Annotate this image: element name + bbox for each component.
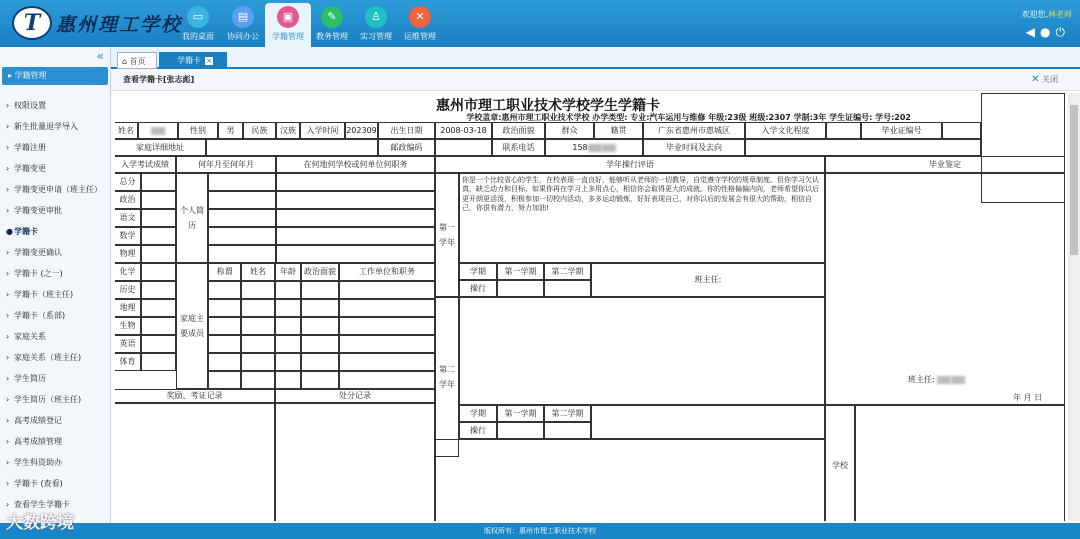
subject-score (141, 173, 176, 191)
bullet-icon: › (6, 143, 10, 152)
resume-text: 个人简历 (180, 206, 204, 230)
redacted-value (588, 144, 602, 152)
term1-conduct (497, 422, 544, 439)
office-icon: ▤ (232, 6, 254, 28)
year2-text: 第二学年 (439, 365, 455, 389)
footer: 版权所有：惠州市理工职业技术学校 (0, 523, 1080, 539)
destination-value (745, 139, 981, 156)
close-icon: ✕ (1031, 74, 1040, 85)
close-button[interactable] (1031, 74, 1058, 85)
sidebar-item-label: 学生简历 (14, 374, 46, 383)
sidebar-item[interactable] (0, 452, 110, 473)
sidebar (0, 47, 111, 523)
subject-label: 英语 (115, 335, 141, 353)
school-text: 学校 (832, 460, 848, 470)
family-col-header: 称谓 (208, 263, 241, 281)
school-name: 惠州理工学校 (56, 14, 183, 36)
term1-conduct (497, 280, 544, 297)
sidebar-item-label: 学籍变更 (14, 164, 46, 173)
family-cell (241, 299, 275, 317)
speaker-icon[interactable]: ◀ (1025, 25, 1041, 39)
phone-label: 联系电话 (492, 139, 545, 156)
sidebar-item-label: 权限设置 (14, 101, 46, 110)
family-cell (339, 317, 435, 335)
tab-label: 学籍卡 (177, 56, 201, 65)
school-logo (12, 6, 183, 40)
student-record-icon: ▣ (277, 6, 299, 28)
tab-home[interactable] (117, 52, 157, 69)
subject-label: 语文 (115, 209, 141, 227)
top-header (0, 0, 1080, 47)
nav-label: 教务管理 (316, 32, 348, 41)
sidebar-item[interactable] (0, 284, 110, 305)
resume-period (208, 173, 276, 191)
sidebar-item-label: 学籍变更申请（班主任） (14, 185, 102, 194)
tab-bar (111, 47, 1080, 69)
teacher1-sign (591, 263, 825, 297)
punishment-header: 处分记录 (275, 389, 435, 403)
family-cell (301, 299, 339, 317)
welcome-text: 欢迎您, (1021, 10, 1048, 19)
teacher-label: 班主任: (908, 375, 935, 384)
family-cell (301, 317, 339, 335)
subject-score (141, 317, 176, 335)
subject-label: 政治 (115, 191, 141, 209)
term2-conduct (544, 280, 591, 297)
page-title: 查看学籍卡[张志彪] (123, 75, 195, 84)
bullet-icon: › (6, 185, 10, 194)
birth-value: 2008-03-18 (435, 122, 492, 139)
subject-label: 地理 (115, 299, 141, 317)
sidebar-item-label: 学籍注册 (14, 143, 46, 152)
bullet-icon: › (6, 458, 10, 467)
sidebar-item[interactable] (0, 95, 110, 116)
subject-label: 物理 (115, 245, 141, 263)
teacher-label: 班主任: (694, 275, 722, 285)
sidebar-item-label: 学籍变更确认 (14, 248, 62, 257)
sidebar-item-label: 高考成绩管理 (14, 437, 62, 446)
sidebar-item-label: 高考成绩登记 (14, 416, 62, 425)
school-label (825, 405, 855, 521)
sidebar-item-label: 学籍卡（系部) (14, 311, 66, 320)
family-cell (208, 317, 241, 335)
sidebar-item-label: 学籍卡（班主任) (14, 290, 74, 299)
award-header: 奖励、考证记录 (115, 389, 275, 403)
term1-label: 第一学期 (497, 263, 544, 280)
family-text: 家庭主要成员 (180, 314, 204, 338)
collapse-sidebar-button[interactable]: « (96, 49, 104, 63)
sidebar-item[interactable] (0, 347, 110, 368)
conduct-label: 操行 (459, 422, 497, 439)
family-cell (241, 371, 275, 389)
family-cell (339, 353, 435, 371)
sidebar-group-label: 学籍管理 (14, 71, 47, 80)
term1-label: 第一学期 (497, 405, 544, 422)
year2-label (435, 297, 459, 457)
sidebar-menu (0, 95, 110, 515)
resume-period (208, 191, 276, 209)
family-col-header: 政治面貌 (301, 263, 339, 281)
bullet-icon: › (6, 164, 10, 173)
sidebar-item[interactable] (0, 137, 110, 158)
resume-place (276, 209, 435, 227)
native-value: 广东省惠州市惠城区 (643, 122, 745, 139)
home-icon: ⌂ (122, 57, 128, 66)
family-cell (301, 281, 339, 299)
sidebar-item[interactable] (0, 410, 110, 431)
bullet-icon: › (6, 248, 10, 257)
family-cell (275, 299, 301, 317)
subject-score (141, 209, 176, 227)
year1-text: 第一学年 (439, 223, 455, 247)
subject-label: 数学 (115, 227, 141, 245)
watermark: 大数跨境 (6, 513, 74, 533)
sidebar-item-label: 学籍变更审批 (14, 206, 62, 215)
year2-comment (459, 297, 825, 405)
ethnic-value: 汉族 (276, 122, 300, 139)
graduation-header: 毕业鉴定 (825, 156, 1065, 173)
sidebar-item[interactable] (0, 242, 110, 263)
logo-mark: T (12, 6, 52, 40)
resume-place (276, 191, 435, 209)
page-toolbar (111, 69, 1080, 91)
family-cell (241, 281, 275, 299)
bullet-icon: › (6, 269, 10, 278)
term-label: 学期 (459, 405, 497, 422)
nav-my-desktop[interactable] (175, 3, 221, 47)
sidebar-item-label: 学籍卡 (14, 227, 38, 236)
sidebar-item-label: 学生简历（班主任) (14, 395, 82, 404)
gender-value: 男 (218, 122, 243, 139)
nav-label: 我的桌面 (182, 32, 214, 41)
sidebar-item[interactable] (0, 263, 110, 284)
family-cell (275, 281, 301, 299)
enroll-label: 入学时间 (300, 122, 345, 139)
award-value (115, 403, 275, 521)
sidebar-item[interactable] (0, 473, 110, 494)
grad-no-label: 毕业证编号 (861, 122, 942, 139)
resume-period (208, 245, 276, 263)
family-cell (241, 353, 275, 371)
card-title: 惠州市理工职业技术学校学生学籍卡 (436, 98, 660, 114)
conduct-header: 学年操行评语 (435, 156, 825, 173)
family-cell (275, 353, 301, 371)
gender-label: 性别 (178, 122, 218, 139)
sidebar-item[interactable] (0, 158, 110, 179)
family-cell (241, 317, 275, 335)
family-col-header: 工作单位和职务 (339, 263, 435, 281)
graduation-teacher (908, 374, 965, 385)
sidebar-item[interactable] (0, 431, 110, 452)
nav-label: 实习管理 (360, 32, 392, 41)
family-cell (339, 371, 435, 389)
address-label: 家庭详细地址 (115, 139, 206, 156)
term2-label: 第二学期 (544, 405, 591, 422)
sidebar-item[interactable] (0, 179, 110, 200)
enroll-value: 202309 (345, 122, 378, 139)
sidebar-item-label: 家庭关系（班主任) (14, 353, 82, 362)
grad-no-value (942, 122, 981, 139)
family-cell (275, 335, 301, 353)
subject-score (141, 245, 176, 263)
term-label: 学期 (459, 263, 497, 280)
edu-label: 入学文化程度 (745, 122, 826, 139)
sidebar-item[interactable] (0, 368, 110, 389)
nav-office[interactable] (220, 3, 266, 47)
year1-label (435, 173, 459, 297)
sidebar-item[interactable] (0, 389, 110, 410)
family-cell (208, 353, 241, 371)
bullet-icon: › (6, 332, 10, 341)
user-name[interactable]: 林老师 (1048, 10, 1072, 19)
family-cell (339, 299, 435, 317)
bullet-icon: › (6, 353, 10, 362)
family-col-header: 年龄 (275, 263, 301, 281)
phone-value (545, 139, 643, 156)
bullet-icon: › (6, 500, 10, 509)
sidebar-item[interactable] (0, 116, 110, 137)
exam-header: 入学考试成绩 (115, 156, 176, 173)
subject-score (141, 335, 176, 353)
power-icon[interactable]: ⏻ (1055, 25, 1070, 39)
nav-label: 协同办公 (227, 32, 259, 41)
graduation-body (825, 173, 1065, 405)
close-label: 关闭 (1042, 75, 1058, 84)
subject-label: 化学 (115, 263, 141, 281)
destination-label: 毕业时间及去向 (643, 139, 745, 156)
redacted-value (937, 376, 951, 384)
sidebar-item-label: 学生科资助办 (14, 458, 62, 467)
family-cell (275, 317, 301, 335)
term2-conduct (544, 422, 591, 439)
family-cell (208, 281, 241, 299)
internship-icon: ♙ (365, 6, 387, 28)
card-subtitle: 学校盖章:惠州市理工职业技术学校 办学类型: 专业:汽车运用与维修 年级:23级 班级:2307 学制:3年 学生证编号: 学号:202 (466, 113, 911, 122)
resume-period (208, 227, 276, 245)
bullet-icon: › (6, 374, 10, 383)
ethnic-label: 民族 (243, 122, 276, 139)
family-col-header: 姓名 (241, 263, 275, 281)
resume-place (276, 173, 435, 191)
sidebar-item[interactable] (0, 221, 110, 242)
term2-label: 第二学期 (544, 263, 591, 280)
subject-label: 历史 (115, 281, 141, 299)
sidebar-item-label: 学籍卡 (查看) (14, 479, 63, 488)
subject-score (141, 281, 176, 299)
edu-value (826, 122, 861, 139)
family-cell (208, 371, 241, 389)
user-icon[interactable]: ● (1040, 25, 1056, 39)
sidebar-item-label: 学籍卡 (之一) (14, 269, 63, 278)
subject-label: 生物 (115, 317, 141, 335)
family-cell (275, 371, 301, 389)
bullet-icon: › (6, 101, 10, 110)
bullet-icon: › (6, 437, 10, 446)
bullet-icon: › (6, 479, 10, 488)
subject-score (141, 191, 176, 209)
year3-area (435, 439, 825, 521)
family-cell (208, 335, 241, 353)
resume-label (176, 173, 208, 263)
postcode-label: 邮政编码 (378, 139, 435, 156)
bullet-icon: › (6, 416, 10, 425)
header-actions (1026, 25, 1070, 40)
sidebar-group-title[interactable]: ▸ 学籍管理 (2, 67, 108, 85)
user-info (1021, 9, 1072, 20)
nav-internship[interactable] (353, 3, 399, 47)
academic-icon: ✎ (321, 6, 343, 28)
family-cell (241, 335, 275, 353)
sidebar-item-label: 查看学生学籍卡 (14, 500, 70, 509)
conduct-label: 操行 (459, 280, 497, 297)
scrollbar-thumb[interactable] (1070, 105, 1078, 255)
family-cell (339, 335, 435, 353)
address-value (206, 139, 378, 156)
resume-place (276, 227, 435, 245)
subject-label: 总分 (115, 173, 141, 191)
subject-score (141, 263, 176, 281)
punishment-value (275, 403, 435, 521)
name-value (138, 122, 178, 139)
close-tab-icon[interactable]: × (206, 57, 212, 65)
family-cell (339, 281, 435, 299)
student-card (115, 93, 1065, 521)
sidebar-item[interactable] (0, 305, 110, 326)
teacher2-sign (591, 405, 825, 439)
name-label: 姓名 (115, 122, 138, 139)
family-cell (301, 371, 339, 389)
political-label: 政治面貌 (492, 122, 545, 139)
birth-label: 出生日期 (378, 122, 435, 139)
subject-label: 体育 (115, 353, 141, 371)
bullet-icon: ● (6, 227, 13, 236)
graduation-date: 年 月 日 (1013, 393, 1043, 402)
nav-maintenance[interactable] (397, 3, 443, 47)
political-value: 群众 (545, 122, 594, 139)
family-cell (208, 299, 241, 317)
school-value (855, 405, 1065, 521)
desktop-icon: ▭ (187, 6, 209, 28)
bullet-icon: › (6, 122, 10, 131)
redacted-value (151, 127, 165, 135)
phone-prefix: 158 (572, 142, 588, 152)
maintenance-icon: ✕ (409, 6, 431, 28)
resume-col-period: 何年月至何年月 (176, 156, 276, 173)
resume-period (208, 209, 276, 227)
nav-academic[interactable] (309, 3, 355, 47)
sidebar-item-label: 新生批量退学导入 (14, 122, 78, 131)
subject-score (141, 227, 176, 245)
nav-student-records[interactable] (265, 3, 311, 47)
family-label (176, 263, 208, 389)
postcode-value (435, 139, 492, 156)
sidebar-item[interactable] (0, 326, 110, 347)
year1-comment: 你是一个比较省心的学生，在校表现一直良好，能够听从老师的一切教导，自觉遵守学校的规章制度。但你学习欠认真，缺乏动力和目标，如果你再在学习上多用点心，相信你会取得更大的成就。你的性格偏偏内向，老师希望你以后更开朗更活泼，积极参加一切校内活动，多多运动锻炼，好好表现自己，对你以后的发展会有很大的帮助，相信自己，你很有潜力，努力加油! (459, 173, 825, 263)
family-cell (301, 335, 339, 353)
scrollbar[interactable] (1068, 93, 1080, 521)
sidebar-item[interactable] (0, 200, 110, 221)
tab-student-card[interactable] (159, 52, 227, 69)
sidebar-item-label: 家庭关系 (14, 332, 46, 341)
redacted-value (602, 144, 616, 152)
bullet-icon: › (6, 395, 10, 404)
subject-score (141, 299, 176, 317)
redacted-value (951, 376, 965, 384)
tab-label: 首页 (129, 57, 146, 66)
resume-col-place: 在何地何学校或何单位何职务 (276, 156, 435, 173)
bullet-icon: › (6, 311, 10, 320)
nav-label: 学籍管理 (272, 32, 304, 41)
subject-score (141, 353, 176, 371)
resume-place (276, 245, 435, 263)
native-label: 籍贯 (594, 122, 643, 139)
bullet-icon: › (6, 206, 10, 215)
bullet-icon: › (6, 290, 10, 299)
family-cell (301, 353, 339, 371)
nav-label: 运维管理 (404, 32, 436, 41)
